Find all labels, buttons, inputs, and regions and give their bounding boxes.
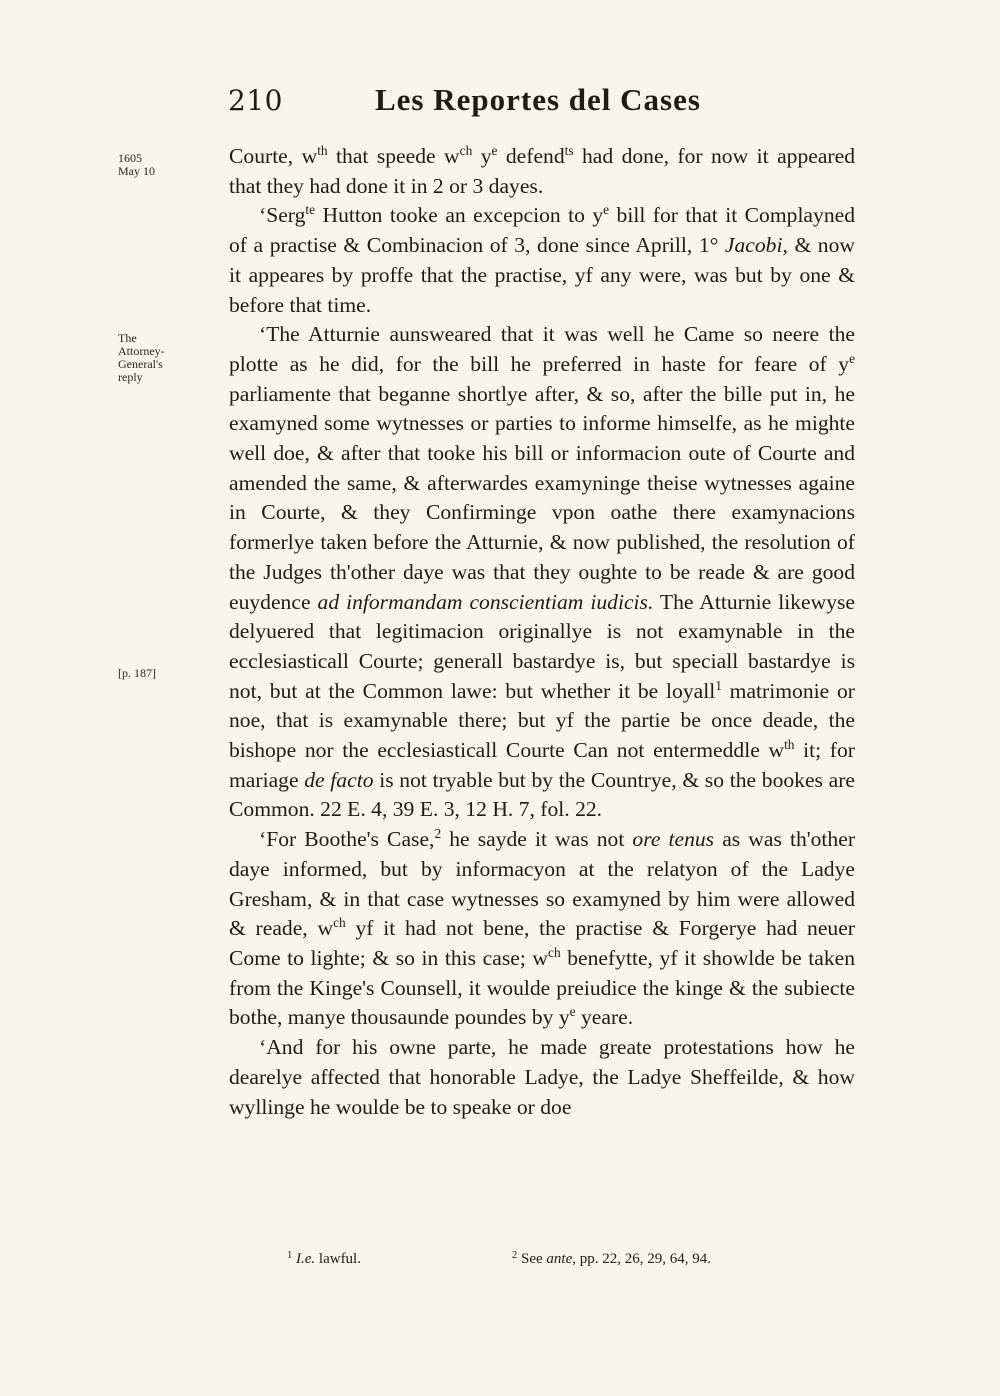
paragraph-2: ‘Serg$^{te}$ Hutton tooke an excepcion to $y^e$ bill for that it Complayned of a practise & Combinacion of 3, done since Aprill, 1° Jacobi, & now it appeares by proffe that the practise, yf any were, was but by one & before that time. [229, 202, 855, 317]
running-title: Les Reportes del Cases [375, 82, 701, 117]
margin-date-day: May 10 [118, 164, 155, 178]
page-number: 210 [228, 84, 283, 117]
footnote-2: $^2$ See ante, pp. 22, 26, 29, 64, 94. [512, 1249, 711, 1267]
margin-reply-line: The [118, 331, 137, 345]
margin-reply-line: reply [118, 370, 143, 384]
page-header [0, 82, 1000, 130]
paragraph-4: ‘For Boothe's Case,$^2$ he sayde it was not ore tenus as was th'other daye informed, but by informacyon at the relatyon of the Ladye Gresham, & in that case wytnesses so examyned by him were allowed & reade, $w^{ch}$ yf it had not bene, the practise & Forgerye had neuer Come to lighte; & so in this case; $w^{ch}$ benefytte, yf it showlde be taken from the Kinge's Counsell, it woulde preiudice the kinge & the subiecte bothe, manye thousaunde poundes by $y^e$ yeare. [229, 826, 856, 1030]
paragraph-5: ‘And for his owne parte, he made greate protestations how he dearelye affected that honorable Ladye, the Ladye Sheffeilde, & how wyllinge he woulde be to speake or doe [229, 1035, 855, 1119]
margin-note-date [118, 152, 155, 178]
body-text [229, 142, 855, 1122]
margin-page-ref: [p. 187] [118, 666, 156, 680]
margin-reply-line: General's [118, 357, 163, 371]
margin-reply-line: Attorney- [118, 344, 165, 358]
footnote-1: $^1$ I.e. lawful. [287, 1249, 361, 1267]
margin-note-page-ref [118, 667, 156, 680]
margin-note-reply [118, 332, 165, 384]
paragraph-1: Courte, $w^{th}$ that speede $w^{ch}$ $y^e$ defend$^{ts}$ had done, for now it appeared that they had done it in 2 or 3 dayes. [229, 142, 855, 198]
paragraph-3: ‘The Atturnie aunsweared that it was well he Came so neere the plotte as he did, for the bill he preferred in haste for feare of $y^e$ parliamente that beganne shortlye after, & so, after the bille put in, he examyned some wytnesses or parties to informe himselfe, as he mighte well doe, & after that tooke his bill or informacion oute of Courte and amended the same, & afterwardes examyninge theise wytnesses againe in Courte, & they Confirminge vpon oathe there examynacions formerlye taken before the Atturnie, & now published, the resolution of the Judges th'other daye was that they oughte to be reade & are good euydence ad informandam conscientiam iudicis. The Atturnie likewyse delyuered that legitimacion originallye is not examynable in the ecclesiasticall Courte; generall bastardye is, but speciall bastardye is not, but at the Common lawe: but whether it be loyall$^1$ matrimonie or noe, that is examynable there; but yf the partie be once deade, the bishope nor the ecclesiasticall Courte Can not entermeddle $w^{th}$ it; for mariage de facto is not tryable but by the Countrye, & so the bookes are Common. 22 E. 4, 39 E. 3, 12 H. 7, fol. 22. [229, 322, 855, 822]
footnotes [0, 1251, 1000, 1275]
margin-date-year: 1605 [118, 151, 142, 165]
